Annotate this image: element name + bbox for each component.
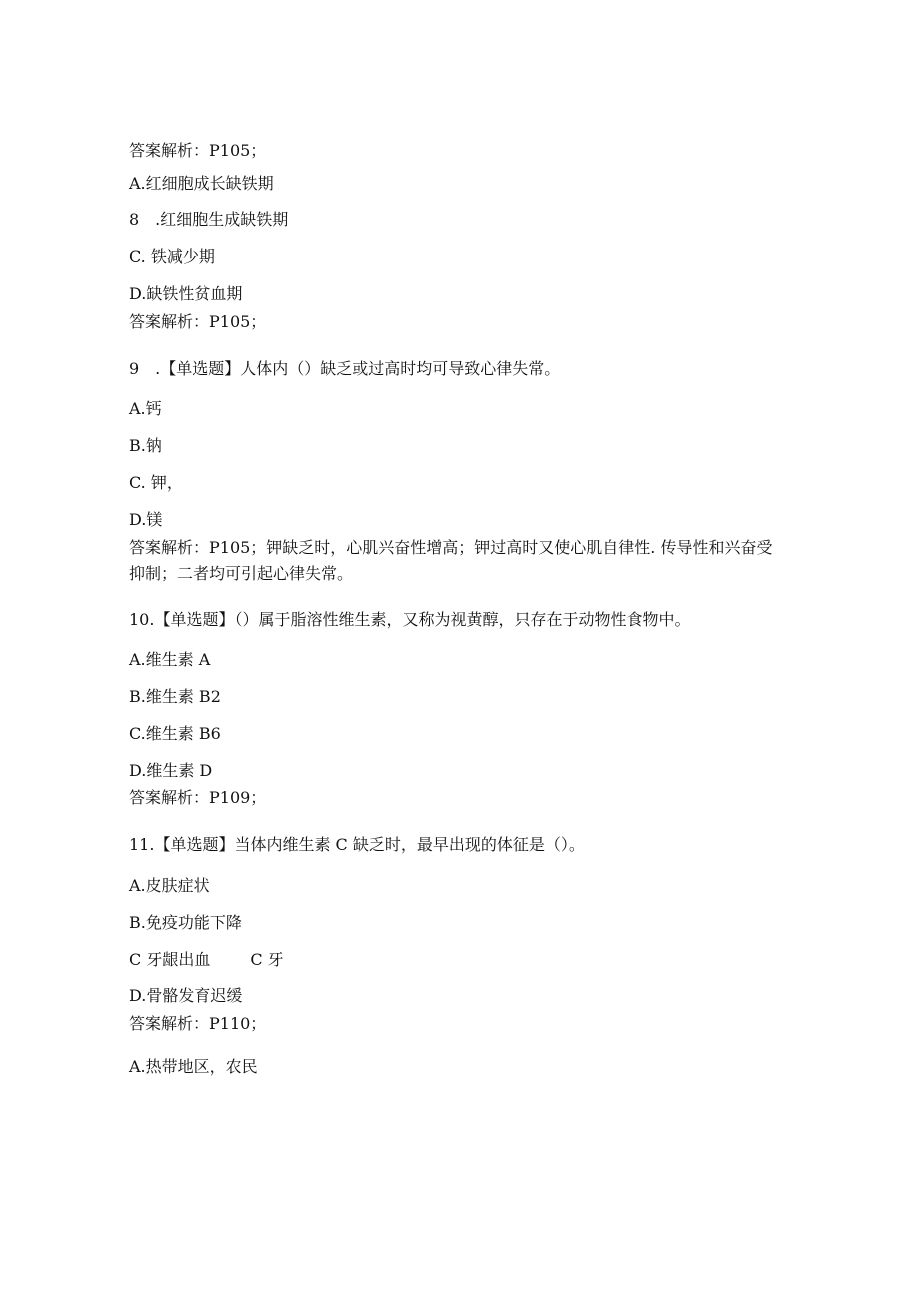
answer-explanation: 答案解析：P105； xyxy=(129,312,267,331)
option-c: C. 铁减少期 xyxy=(129,247,215,266)
option-a: A.红细胞成长缺铁期 xyxy=(129,174,274,193)
option-a: A.热带地区，农民 xyxy=(129,1057,258,1076)
option-a: A.钙 xyxy=(129,399,162,418)
option-c-fragment: C 牙 xyxy=(250,950,284,969)
question-11: 11.【单选题】当体内维生素 C 缺乏时，最早出现的体征是（）。 xyxy=(129,835,585,854)
option-d: D.骨骼发育迟缓 xyxy=(129,986,243,1005)
question-9: 9 .【单选题】人体内（）缺乏或过高时均可导致心律失常。 xyxy=(129,359,561,378)
option-b: B.钠 xyxy=(129,436,162,455)
answer-explanation: 答案解析：P105；钾缺乏时，心肌兴奋性增高；钾过高时又使心肌自律性. 传导性和兴奋受抑制；二者均可引起心律失常。 xyxy=(129,538,773,583)
option-d: D.维生素 D xyxy=(129,761,213,780)
option-d: D.缺铁性贫血期 xyxy=(129,284,243,303)
option-c: C. 钾， xyxy=(129,473,183,492)
answer-explanation: 答案解析：P105； xyxy=(129,141,267,160)
option-a: A.皮肤症状 xyxy=(129,876,210,895)
option-b: 8 .红细胞生成缺铁期 xyxy=(129,210,289,229)
question-10: 10.【单选题】（）属于脂溶性维生素，又称为视黄醇，只存在于动物性食物中。 xyxy=(129,610,691,629)
option-b: B.维生素 B2 xyxy=(129,687,221,706)
option-d: D.镁 xyxy=(129,510,163,529)
answer-explanation: 答案解析：P110； xyxy=(129,1014,267,1033)
option-c xyxy=(129,950,284,970)
option-c-text: C 牙龈出血 xyxy=(129,950,211,969)
option-a: A.维生素 A xyxy=(129,650,211,669)
answer-explanation: 答案解析：P109； xyxy=(129,788,267,807)
option-c: C.维生素 B6 xyxy=(129,724,221,743)
option-b: B.免疫功能下降 xyxy=(129,913,242,932)
